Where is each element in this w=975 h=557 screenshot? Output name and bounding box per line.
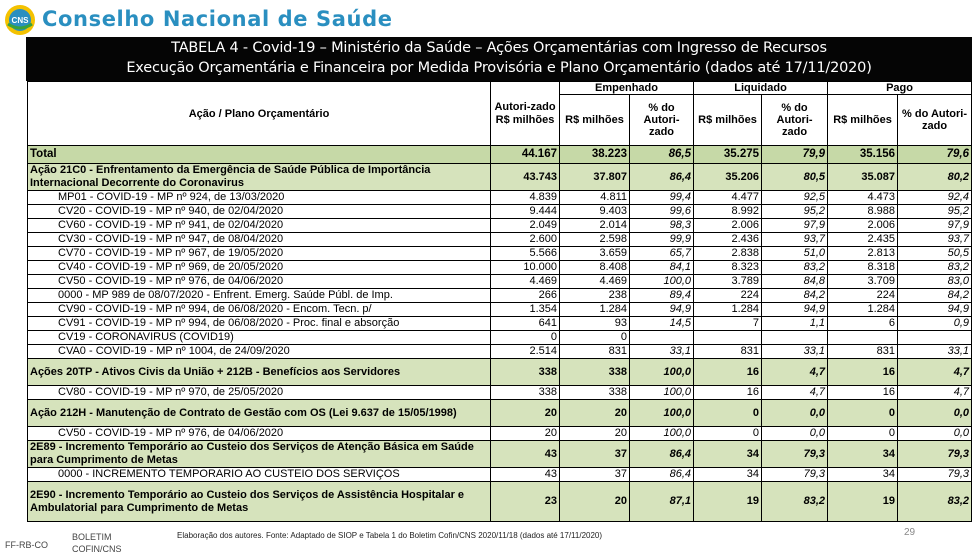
- header-emp-rs: R$ milhões: [560, 95, 630, 146]
- cell-liquidado-pct: 51,0: [762, 247, 828, 261]
- table-row: [28, 233, 972, 247]
- footer-code: FF-RB-CO: [5, 540, 48, 550]
- cell-autorizado: 4.469: [491, 275, 560, 289]
- cell-empenhado-pct: 100,0: [630, 427, 694, 441]
- cell-empenhado-rs: 8.408: [560, 261, 630, 275]
- row-label: CV50 - COVID-19 - MP nº 976, de 04/06/2020: [28, 427, 491, 441]
- cell-autorizado: 5.566: [491, 247, 560, 261]
- cell-liquidado-pct: 95,2: [762, 205, 828, 219]
- row-label: CV20 - COVID-19 - MP nº 940, de 02/04/2020: [28, 205, 491, 219]
- cell-pago-pct: 0,0: [898, 400, 972, 427]
- row-label: Total: [28, 146, 491, 164]
- page-number: 29: [904, 527, 916, 538]
- table-title-banner: [26, 37, 972, 81]
- header-pago-pct: % do Autori-zado: [898, 95, 972, 146]
- row-label: CV50 - COVID-19 - MP nº 976, de 04/06/2020: [28, 275, 491, 289]
- cell-pago-rs: 831: [828, 345, 898, 359]
- cell-autorizado: 43.743: [491, 164, 560, 191]
- logo-text: CNS: [11, 16, 29, 25]
- cell-pago-pct: [898, 331, 972, 345]
- cell-liquidado-pct: 83,2: [762, 482, 828, 522]
- cell-pago-pct: 94,9: [898, 303, 972, 317]
- row-label: CV91 - COVID-19 - MP nº 994, de 06/08/2020 - Proc. final e absorção: [28, 317, 491, 331]
- cell-empenhado-rs: 2.014: [560, 219, 630, 233]
- cell-liquidado-rs: 831: [694, 345, 762, 359]
- row-label: 2E89 - Incremento Temporário ao Custeio dos Serviços de Atenção Básica em Saúde para Cumprimento de Metas: [28, 441, 491, 468]
- cell-empenhado-pct: 99,6: [630, 205, 694, 219]
- cell-autorizado: 23: [491, 482, 560, 522]
- cell-empenhado-rs: 93: [560, 317, 630, 331]
- cell-empenhado-pct: 86,4: [630, 441, 694, 468]
- header-pago: Pago: [828, 82, 972, 95]
- table-row: [28, 345, 972, 359]
- cell-empenhado-rs: 4.469: [560, 275, 630, 289]
- cell-liquidado-pct: 94,9: [762, 303, 828, 317]
- cell-pago-pct: 84,2: [898, 289, 972, 303]
- cell-pago-pct: 79,3: [898, 441, 972, 468]
- cell-pago-pct: 79,3: [898, 468, 972, 482]
- cell-empenhado-pct: 89,4: [630, 289, 694, 303]
- cell-autorizado: 4.839: [491, 191, 560, 205]
- cell-liquidado-rs: 0: [694, 400, 762, 427]
- cell-empenhado-pct: 100,0: [630, 275, 694, 289]
- cell-pago-pct: 4,7: [898, 386, 972, 400]
- cell-autorizado: 1.354: [491, 303, 560, 317]
- cell-pago-pct: 4,7: [898, 359, 972, 386]
- org-title: Conselho Nacional de Saúde: [42, 7, 393, 31]
- cell-liquidado-rs: 1.284: [694, 303, 762, 317]
- row-label: Ação 212H - Manutenção de Contrato de Gestão com OS (Lei 9.637 de 15/05/1998): [28, 400, 491, 427]
- table-row: [28, 331, 972, 345]
- cell-pago-pct: 0,0: [898, 427, 972, 441]
- cell-liquidado-pct: 0,0: [762, 427, 828, 441]
- cell-autorizado: 44.167: [491, 146, 560, 164]
- cell-liquidado-pct: 4,7: [762, 359, 828, 386]
- cell-pago-pct: 83,0: [898, 275, 972, 289]
- cell-autorizado: 10.000: [491, 261, 560, 275]
- cell-liquidado-rs: 2.436: [694, 233, 762, 247]
- cell-liquidado-rs: 16: [694, 359, 762, 386]
- cell-autorizado: 641: [491, 317, 560, 331]
- cell-pago-rs: 19: [828, 482, 898, 522]
- table-row: [28, 191, 972, 205]
- cell-empenhado-pct: 94,9: [630, 303, 694, 317]
- cell-liquidado-pct: 84,2: [762, 289, 828, 303]
- cell-empenhado-pct: 86,5: [630, 146, 694, 164]
- cell-liquidado-rs: 4.477: [694, 191, 762, 205]
- cell-pago-rs: 2.813: [828, 247, 898, 261]
- cell-empenhado-rs: 9.403: [560, 205, 630, 219]
- table-row: [28, 261, 972, 275]
- cell-liquidado-pct: 92,5: [762, 191, 828, 205]
- cell-liquidado-rs: 34: [694, 468, 762, 482]
- cell-empenhado-pct: 86,4: [630, 164, 694, 191]
- cell-empenhado-pct: 86,4: [630, 468, 694, 482]
- table-row: [28, 289, 972, 303]
- table-row: [28, 205, 972, 219]
- footer-source: Elaboração dos autores. Fonte: Adaptado de SIOP e Tabela 1 do Boletim Cofin/CNS 2020/11/18 (dados até 17/11/2020): [177, 531, 603, 540]
- table-row: [28, 317, 972, 331]
- cell-empenhado-rs: 338: [560, 359, 630, 386]
- total-row: [28, 146, 972, 164]
- group-row: [28, 359, 972, 386]
- cell-liquidado-rs: [694, 331, 762, 345]
- cell-empenhado-pct: 87,1: [630, 482, 694, 522]
- row-label: CV70 - COVID-19 - MP nº 967, de 19/05/2020: [28, 247, 491, 261]
- table-title-line1: TABELA 4 - Covid-19 – Ministério da Saúde – Ações Orçamentárias com Ingresso de Recursos: [171, 40, 827, 56]
- cell-empenhado-pct: 84,1: [630, 261, 694, 275]
- footer-bulletin-line2: COFIN/CNS: [72, 544, 122, 554]
- cell-pago-pct: 83,2: [898, 482, 972, 522]
- header-liq-rs: R$ milhões: [694, 95, 762, 146]
- cell-empenhado-rs: 37.807: [560, 164, 630, 191]
- footer-bulletin: [72, 531, 122, 555]
- cell-liquidado-rs: 35.206: [694, 164, 762, 191]
- cell-liquidado-pct: 79,3: [762, 468, 828, 482]
- cell-pago-rs: 1.284: [828, 303, 898, 317]
- header-liquidado: Liquidado: [694, 82, 828, 95]
- cell-empenhado-rs: 37: [560, 468, 630, 482]
- header-autorizado: Autori-zado R$ milhões: [491, 82, 560, 146]
- cell-pago-pct: 79,6: [898, 146, 972, 164]
- table-row: [28, 386, 972, 400]
- cell-autorizado: 0: [491, 331, 560, 345]
- cell-liquidado-rs: 16: [694, 386, 762, 400]
- cell-liquidado-rs: 3.789: [694, 275, 762, 289]
- cell-autorizado: 266: [491, 289, 560, 303]
- cell-liquidado-rs: 8.323: [694, 261, 762, 275]
- cell-liquidado-pct: 84,8: [762, 275, 828, 289]
- cell-pago-rs: 16: [828, 386, 898, 400]
- cell-pago-rs: 2.435: [828, 233, 898, 247]
- row-label: Ações 20TP - Ativos Civis da União + 212B - Benefícios aos Servidores: [28, 359, 491, 386]
- table-row: [28, 468, 972, 482]
- cell-empenhado-rs: 4.811: [560, 191, 630, 205]
- cell-liquidado-pct: 33,1: [762, 345, 828, 359]
- cell-pago-pct: 93,7: [898, 233, 972, 247]
- cell-liquidado-rs: 19: [694, 482, 762, 522]
- header-emp-pct: % do Autori-zado: [630, 95, 694, 146]
- cell-liquidado-rs: 7: [694, 317, 762, 331]
- cell-pago-rs: 34: [828, 441, 898, 468]
- cell-liquidado-pct: 83,2: [762, 261, 828, 275]
- cell-empenhado-pct: [630, 331, 694, 345]
- table-row: [28, 219, 972, 233]
- group-row: [28, 400, 972, 427]
- row-label: 2E90 - Incremento Temporário ao Custeio dos Serviços de Assistência Hospitalar e Ambulatorial para Cumprimento de Metas: [28, 482, 491, 522]
- header-acao: Ação / Plano Orçamentário: [28, 82, 491, 146]
- cell-empenhado-pct: 100,0: [630, 386, 694, 400]
- cell-empenhado-pct: 65,7: [630, 247, 694, 261]
- cell-empenhado-pct: 99,9: [630, 233, 694, 247]
- cell-empenhado-pct: 100,0: [630, 359, 694, 386]
- cell-pago-rs: 0: [828, 400, 898, 427]
- cell-pago-rs: [828, 331, 898, 345]
- group-row: [28, 482, 972, 522]
- cell-pago-pct: 33,1: [898, 345, 972, 359]
- cell-pago-rs: 224: [828, 289, 898, 303]
- cell-empenhado-rs: 1.284: [560, 303, 630, 317]
- cell-empenhado-pct: 99,4: [630, 191, 694, 205]
- row-label: CV30 - COVID-19 - MP nº 947, de 08/04/2020: [28, 233, 491, 247]
- row-label: CV19 - CORONAVIRUS (COVID19): [28, 331, 491, 345]
- cell-empenhado-rs: 2.598: [560, 233, 630, 247]
- cell-empenhado-rs: 0: [560, 331, 630, 345]
- cell-pago-rs: 8.988: [828, 205, 898, 219]
- cns-logo: [4, 4, 36, 36]
- cell-pago-rs: 8.318: [828, 261, 898, 275]
- row-label: CVA0 - COVID-19 - MP nº 1004, de 24/09/2020: [28, 345, 491, 359]
- row-label: CV90 - COVID-19 - MP nº 994, de 06/08/2020 - Encom. Tecn. p/: [28, 303, 491, 317]
- cell-liquidado-rs: 0: [694, 427, 762, 441]
- row-label: Ação 21C0 - Enfrentamento da Emergência de Saúde Pública de Importância Internacional Decorrente do Coronavirus: [28, 164, 491, 191]
- cell-liquidado-rs: 2.838: [694, 247, 762, 261]
- cell-empenhado-rs: 37: [560, 441, 630, 468]
- table-row: [28, 275, 972, 289]
- budget-table: [27, 81, 972, 522]
- cell-pago-pct: 95,2: [898, 205, 972, 219]
- cell-pago-rs: 34: [828, 468, 898, 482]
- row-label: CV80 - COVID-19 - MP nº 970, de 25/05/2020: [28, 386, 491, 400]
- cell-pago-pct: 92,4: [898, 191, 972, 205]
- header-empenhado: Empenhado: [560, 82, 694, 95]
- cell-empenhado-rs: 831: [560, 345, 630, 359]
- cell-pago-pct: 83,2: [898, 261, 972, 275]
- cell-pago-rs: 16: [828, 359, 898, 386]
- table-row: [28, 427, 972, 441]
- cell-pago-pct: 80,2: [898, 164, 972, 191]
- cell-liquidado-pct: 79,9: [762, 146, 828, 164]
- cell-pago-rs: 4.473: [828, 191, 898, 205]
- cell-empenhado-rs: 38.223: [560, 146, 630, 164]
- cell-autorizado: 9.444: [491, 205, 560, 219]
- cell-liquidado-pct: 79,3: [762, 441, 828, 468]
- cell-pago-pct: 0,9: [898, 317, 972, 331]
- cell-liquidado-rs: 224: [694, 289, 762, 303]
- cell-empenhado-rs: 338: [560, 386, 630, 400]
- cell-liquidado-rs: 8.992: [694, 205, 762, 219]
- cell-autorizado: 2.600: [491, 233, 560, 247]
- cell-liquidado-pct: [762, 331, 828, 345]
- cell-empenhado-pct: 100,0: [630, 400, 694, 427]
- cell-autorizado: 20: [491, 427, 560, 441]
- cell-liquidado-pct: 4,7: [762, 386, 828, 400]
- cell-autorizado: 20: [491, 400, 560, 427]
- row-label: CV60 - COVID-19 - MP nº 941, de 02/04/2020: [28, 219, 491, 233]
- cell-autorizado: 338: [491, 359, 560, 386]
- cell-empenhado-pct: 33,1: [630, 345, 694, 359]
- group-row: [28, 164, 972, 191]
- cell-empenhado-rs: 238: [560, 289, 630, 303]
- table-title-line2: Execução Orçamentária e Financeira por Medida Provisória e Plano Orçamentário (dados até 17/11/2020): [126, 60, 872, 76]
- cell-pago-rs: 35.156: [828, 146, 898, 164]
- cell-liquidado-pct: 0,0: [762, 400, 828, 427]
- row-label: 0000 - INCREMENTO TEMPORARIO AO CUSTEIO DOS SERVIÇOS: [28, 468, 491, 482]
- cell-autorizado: 338: [491, 386, 560, 400]
- cell-empenhado-rs: 20: [560, 482, 630, 522]
- cell-pago-pct: 50,5: [898, 247, 972, 261]
- cell-liquidado-pct: 80,5: [762, 164, 828, 191]
- cell-autorizado: 2.514: [491, 345, 560, 359]
- row-label: MP01 - COVID-19 - MP nº 924, de 13/03/2020: [28, 191, 491, 205]
- cell-pago-rs: 2.006: [828, 219, 898, 233]
- cell-pago-pct: 97,9: [898, 219, 972, 233]
- cell-autorizado: 2.049: [491, 219, 560, 233]
- cell-liquidado-rs: 34: [694, 441, 762, 468]
- cell-empenhado-pct: 98,3: [630, 219, 694, 233]
- cell-empenhado-rs: 3.659: [560, 247, 630, 261]
- table-row: [28, 303, 972, 317]
- cell-liquidado-pct: 97,9: [762, 219, 828, 233]
- header-pago-rs: R$ milhões: [828, 95, 898, 146]
- cell-pago-rs: 3.709: [828, 275, 898, 289]
- cell-liquidado-pct: 93,7: [762, 233, 828, 247]
- cell-pago-rs: 35.087: [828, 164, 898, 191]
- cell-liquidado-rs: 2.006: [694, 219, 762, 233]
- table-body: [28, 146, 972, 522]
- group-row: [28, 441, 972, 468]
- table-row: [28, 247, 972, 261]
- footer-bulletin-line1: BOLETIM: [72, 532, 112, 542]
- header-liq-pct: % do Autori-zado: [762, 95, 828, 146]
- cell-liquidado-rs: 35.275: [694, 146, 762, 164]
- cell-empenhado-rs: 20: [560, 427, 630, 441]
- cell-empenhado-rs: 20: [560, 400, 630, 427]
- cell-pago-rs: 6: [828, 317, 898, 331]
- row-label: CV40 - COVID-19 - MP nº 969, de 20/05/2020: [28, 261, 491, 275]
- cell-autorizado: 43: [491, 468, 560, 482]
- row-label: 0000 - MP 989 de 08/07/2020 - Enfrent. Emerg. Saúde Públ. de Imp.: [28, 289, 491, 303]
- cell-empenhado-pct: 14,5: [630, 317, 694, 331]
- cell-liquidado-pct: 1,1: [762, 317, 828, 331]
- cell-autorizado: 43: [491, 441, 560, 468]
- cell-pago-rs: 0: [828, 427, 898, 441]
